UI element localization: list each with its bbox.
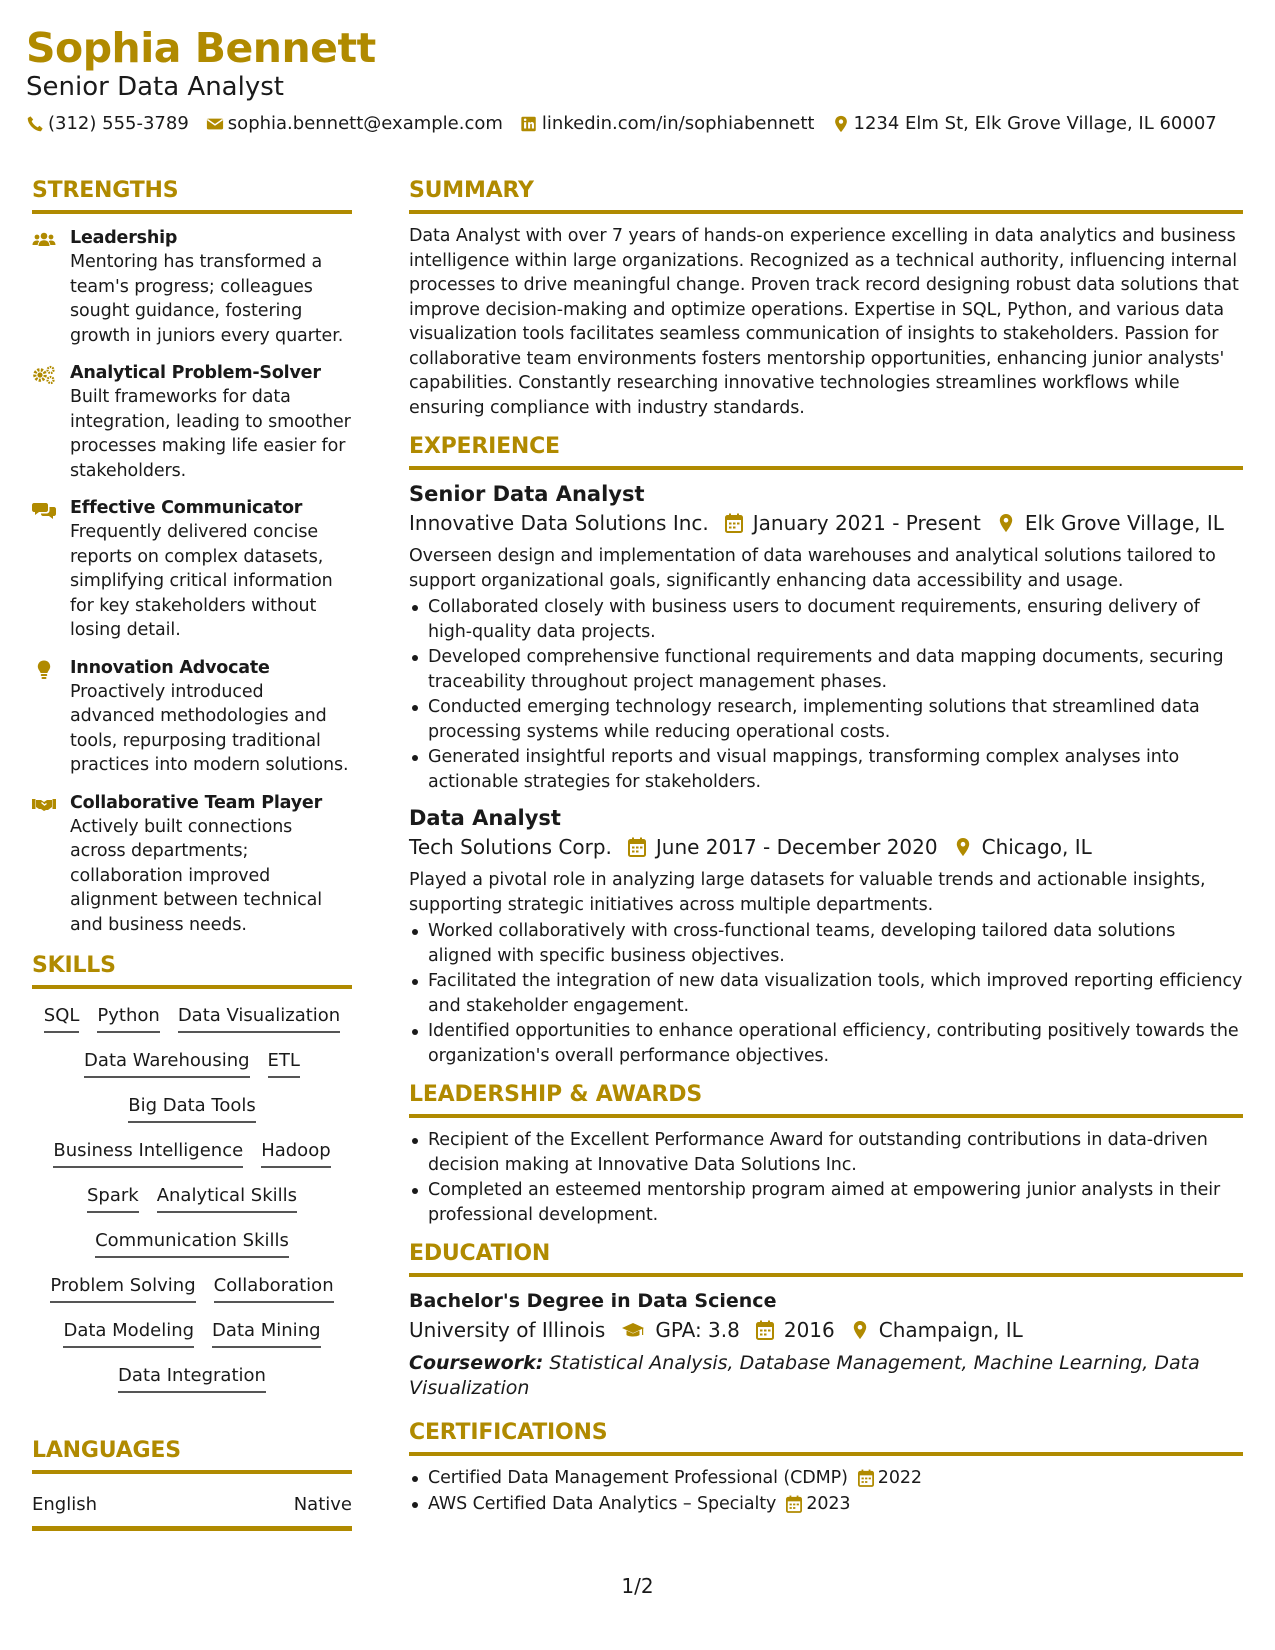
envelope-icon — [206, 115, 224, 133]
address-text: 1234 Elm St, Elk Grove Village, IL 60007 — [853, 113, 1217, 134]
email-text: sophia.bennett@example.com — [227, 113, 503, 134]
left-column — [32, 176, 352, 1531]
degree-title: Bachelor's Degree in Data Science — [409, 1290, 777, 1312]
skill-tag: Data Mining — [212, 1318, 320, 1348]
strength-item — [32, 792, 352, 938]
strength-item — [32, 657, 352, 778]
job-bullet: Generated insightful reports and visual mappings, transforming complex analyses into actionable strategies for stakeholders. — [409, 745, 1243, 794]
strengths-heading: STRENGTHS — [32, 176, 352, 214]
map-marker-icon — [851, 1320, 869, 1340]
strength-desc: Actively built connections across departments; collaboration improved alignment between technical and business needs. — [70, 816, 323, 935]
strength-item — [32, 362, 352, 483]
languages-heading: LANGUAGES — [32, 1436, 352, 1474]
gears-icon — [32, 365, 56, 385]
job-description: Overseen design and implementation of data warehouses and analytical solutions tailored to support organizational goals, significantly enhancing data accessibility and usage. — [409, 546, 1216, 591]
skill-tag: Hadoop — [261, 1138, 330, 1168]
skills-list — [32, 999, 352, 1408]
skill-tag: Analytical Skills — [157, 1183, 297, 1213]
job-bullet: Identified opportunities to enhance operational efficiency, contributing positively towards the organization's overall performance objectives. — [409, 1019, 1243, 1068]
job-location-group — [997, 508, 1224, 538]
comments-icon — [32, 500, 56, 520]
education-heading: EDUCATION — [409, 1239, 1243, 1277]
calendar-icon — [786, 1495, 802, 1513]
skill-tag: Data Visualization — [178, 1003, 340, 1033]
job-dates-group — [628, 832, 938, 862]
experience-heading: EXPERIENCE — [409, 432, 1243, 470]
skill-row — [32, 1318, 352, 1363]
map-marker-icon — [832, 115, 850, 133]
calendar-icon — [725, 513, 743, 533]
skill-tag: Communication Skills — [95, 1228, 289, 1258]
skill-tag: Problem Solving — [50, 1273, 195, 1303]
skill-tag: Data Integration — [118, 1363, 266, 1393]
job-location: Chicago, IL — [981, 835, 1092, 859]
strength-title: Collaborative Team Player — [70, 792, 323, 813]
job-company: Tech Solutions Corp. — [409, 835, 612, 859]
coursework-text: Statistical Analysis, Database Management, Machine Learning, Data Visualization — [409, 1352, 1200, 1399]
job-location: Elk Grove Village, IL — [1024, 511, 1224, 535]
phone-text: (312) 555-3789 — [48, 113, 189, 134]
linkedin-text: linkedin.com/in/sophiabennett — [541, 113, 815, 134]
contact-phone[interactable] — [26, 112, 189, 136]
skill-tag: Collaboration — [214, 1273, 334, 1303]
skill-tag: ETL — [268, 1048, 300, 1078]
job-bullet: Collaborated closely with business users to document requirements, ensuring delivery of high-quality data projects. — [409, 595, 1243, 644]
skill-tag: SQL — [44, 1003, 80, 1033]
strength-title: Innovation Advocate — [70, 657, 270, 678]
skills-heading: SKILLS — [32, 951, 352, 989]
map-marker-icon — [954, 837, 972, 857]
strength-title: Effective Communicator — [70, 498, 303, 518]
language-level: Native — [293, 1494, 352, 1515]
users-icon — [32, 230, 56, 250]
job-company: Innovative Data Solutions Inc. — [409, 511, 709, 535]
award-item: Completed an esteemed mentorship program aimed at empowering junior analysts in their professional development. — [409, 1178, 1243, 1227]
skill-tag: Big Data Tools — [128, 1093, 256, 1123]
skill-row — [32, 1183, 352, 1228]
certification-year: 2022 — [877, 1468, 922, 1488]
contact-email[interactable] — [206, 112, 503, 136]
calendar-icon — [756, 1320, 774, 1340]
strength-desc: Frequently delivered concise reports on complex datasets, simplifying critical information for key stakeholders without losing detail. — [70, 522, 333, 640]
language-item — [32, 1484, 352, 1531]
summary-text: Data Analyst with over 7 years of hands-on experience excelling in data analytics and business intelligence within large organizations. Recognized as a technical authority, influencing internal processes to drive meaningful change. Proven track record designing robust data solutions that improve decision-making and optimize operations. Expertise in SQL, Python, and various data visualization tools facilitates seamless communication of insights to stakeholders. Passion for collaborative team environments fosters mentorship opportunities, enhancing junior analysts' capabilities. Constantly researching innovative technologies streamlines workflows while ensuring compliance with industry standards. — [409, 226, 1239, 418]
skill-tag: Python — [97, 1003, 159, 1033]
strength-title: Leadership — [70, 228, 178, 248]
gpa-text: GPA: 3.8 — [655, 1318, 740, 1342]
job-dates: June 2017 - December 2020 — [655, 835, 938, 859]
calendar-icon — [858, 1469, 874, 1487]
certification-item — [409, 1492, 1243, 1517]
strength-desc: Proactively introduced advanced methodologies and tools, repurposing traditional practices into modern solutions. — [70, 681, 349, 775]
right-column — [409, 176, 1243, 1517]
job-meta — [409, 832, 1243, 862]
graduation-year: 2016 — [783, 1318, 835, 1342]
strength-desc: Built frameworks for data integration, leading to smoother processes making life easier for stakeholders. — [70, 387, 351, 481]
lightbulb-icon — [32, 660, 56, 680]
skill-row — [32, 1003, 352, 1048]
strength-item — [32, 227, 352, 348]
school-name: University of Illinois — [409, 1318, 606, 1342]
contact-linkedin[interactable] — [520, 112, 815, 136]
candidate-title: Senior Data Analyst — [26, 72, 284, 102]
handshake-icon — [32, 795, 56, 815]
skill-tag: Business Intelligence — [53, 1138, 243, 1168]
job-dates-group — [725, 508, 981, 538]
graduation-cap-icon — [621, 1320, 645, 1340]
job-title: Data Analyst — [409, 806, 561, 830]
job-description: Played a pivotal role in analyzing large datasets for valuable trends and actionable insights, supporting strategic initiatives across multiple departments. — [409, 870, 1206, 915]
job-bullets — [409, 595, 1243, 794]
candidate-name: Sophia Bennett — [26, 24, 376, 72]
certification-name: Certified Data Management Professional (CDMP) — [428, 1468, 848, 1488]
job-bullet: Developed comprehensive functional requirements and data mapping documents, securing traceability throughout project management phases. — [409, 645, 1243, 694]
strength-item — [32, 497, 352, 643]
language-name: English — [32, 1494, 97, 1515]
certifications-list — [409, 1466, 1243, 1516]
certification-item — [409, 1466, 1243, 1491]
awards-heading: LEADERSHIP & AWARDS — [409, 1080, 1243, 1118]
map-marker-icon — [997, 513, 1015, 533]
strength-desc: Mentoring has transformed a team's progress; colleagues sought guidance, fostering growth in juniors every quarter. — [70, 252, 344, 346]
awards-list — [409, 1128, 1243, 1227]
skill-row — [32, 1138, 352, 1183]
job-bullet: Worked collaboratively with cross-functional teams, developing tailored data solutions aligned with specific business objectives. — [409, 919, 1243, 968]
calendar-icon — [628, 837, 646, 857]
skill-row — [32, 1093, 352, 1138]
year-group — [756, 1315, 835, 1345]
summary-heading: SUMMARY — [409, 176, 1243, 214]
job-bullet: Facilitated the integration of new data visualization tools, which improved reporting efficiency and stakeholder engagement. — [409, 969, 1243, 1018]
skill-tag: Spark — [87, 1183, 139, 1213]
gpa-group — [621, 1315, 740, 1345]
contact-address — [832, 112, 1217, 136]
certifications-heading: CERTIFICATIONS — [409, 1418, 1243, 1456]
strength-title: Analytical Problem-Solver — [70, 363, 321, 383]
skill-row — [32, 1228, 352, 1273]
edu-location-group — [851, 1315, 1023, 1345]
skill-row — [32, 1363, 352, 1408]
page-number: 1/2 — [621, 1574, 654, 1598]
job-meta — [409, 508, 1243, 538]
skill-row — [32, 1048, 352, 1093]
education-meta — [409, 1315, 1243, 1345]
job-bullet: Conducted emerging technology research, implementing solutions that streamlined data processing systems while reducing operational costs. — [409, 695, 1243, 744]
contact-bar — [26, 112, 1246, 136]
phone-icon — [26, 115, 44, 133]
certification-year: 2023 — [806, 1493, 851, 1514]
job-dates: January 2021 - Present — [752, 511, 981, 535]
skill-row — [32, 1273, 352, 1318]
job-entry — [409, 480, 1243, 794]
job-entry — [409, 804, 1243, 1068]
certification-name: AWS Certified Data Analytics – Specialty — [428, 1493, 777, 1514]
job-title: Senior Data Analyst — [409, 482, 645, 506]
coursework-label: Coursework: — [409, 1352, 544, 1374]
skill-tag: Data Warehousing — [84, 1048, 250, 1078]
award-item: Recipient of the Excellent Performance Award for outstanding contributions in data-driven decision making at Innovative Data Solutions Inc. — [409, 1128, 1243, 1177]
job-bullets — [409, 919, 1243, 1068]
resume-header — [26, 22, 1246, 136]
linkedin-icon — [520, 115, 538, 133]
edu-location: Champaign, IL — [878, 1318, 1023, 1342]
coursework — [409, 1351, 1243, 1400]
strengths-list — [32, 224, 352, 937]
job-location-group — [954, 832, 1092, 862]
skill-tag: Data Modeling — [63, 1318, 194, 1348]
